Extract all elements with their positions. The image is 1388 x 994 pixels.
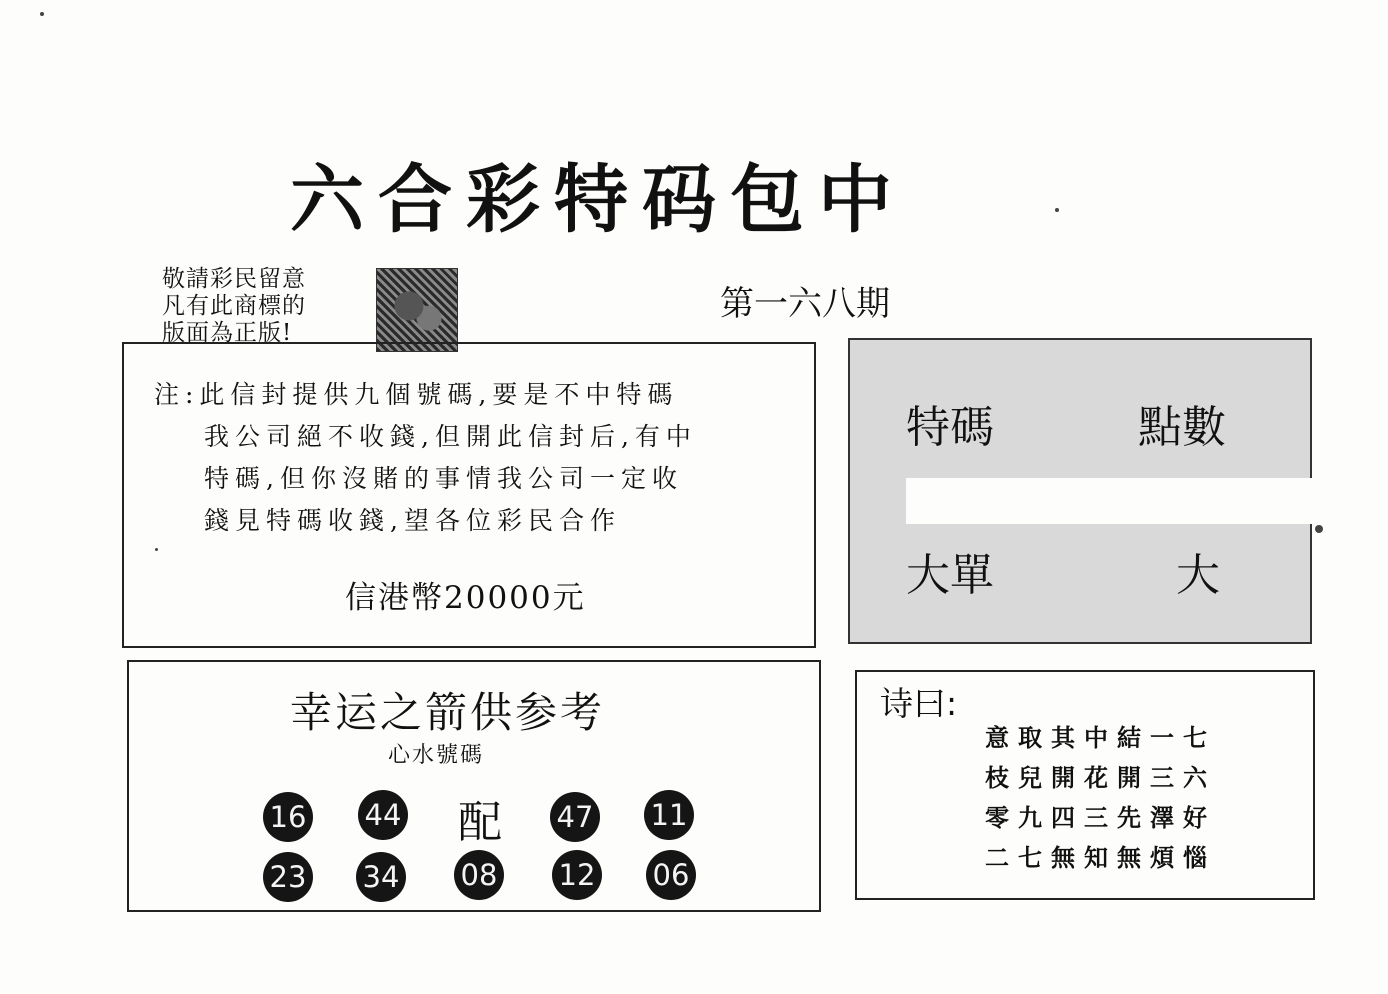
lucky-title: 幸运之箭供参考: [290, 688, 606, 737]
notice-line: 敬請彩民留意: [162, 266, 306, 292]
poem-line: 枝兒開花開三六: [985, 763, 1216, 792]
points-value: 大: [1176, 550, 1220, 601]
poem-line: 意取其中結一七: [985, 723, 1216, 752]
notice-body-line: 特碼,但你沒賭的事情我公司一定收: [204, 464, 683, 493]
poem-line: 二七無知無煩惱: [985, 843, 1216, 872]
main-title: 六合彩特码包中: [290, 157, 906, 243]
notice-line: 版面為正版!: [162, 320, 293, 346]
number-ball: 11: [644, 790, 694, 840]
number-ball: 08: [454, 850, 504, 900]
number-ball: 47: [550, 792, 600, 842]
pair-label: 配: [458, 797, 502, 848]
poem-label: 诗曰:: [880, 684, 958, 723]
scan-speck: [40, 12, 44, 16]
notice-body-line: 我公司絕不收錢,但開此信封后,有中: [204, 422, 697, 451]
notice-line: 凡有此商標的: [162, 293, 306, 319]
panel-divider-bar: [906, 478, 1312, 524]
number-ball: 23: [263, 852, 313, 902]
points-label: 點數: [1138, 402, 1226, 453]
dragon-logo-image: [376, 268, 458, 352]
number-ball: 16: [263, 792, 313, 842]
special-code-label: 特碼: [906, 402, 994, 453]
trademark-notice: [162, 266, 372, 347]
number-ball: 34: [356, 852, 406, 902]
special-code-value: 大單: [906, 550, 994, 601]
price-text: 信港幣20000元: [345, 580, 586, 616]
poem-lines: [985, 718, 1216, 878]
number-ball: 12: [552, 850, 602, 900]
issue-number: 第一六八期: [720, 284, 890, 324]
scan-speck: [1055, 208, 1059, 212]
lucky-subtitle: 心水號碼: [388, 743, 485, 768]
scan-speck: [1315, 525, 1323, 533]
notice-text: [154, 374, 794, 542]
notice-body-line: 注:此信封提供九個號碼,要是不中特碼: [154, 380, 679, 409]
number-ball: 44: [358, 790, 408, 840]
poem-line: 零九四三先澤好: [985, 803, 1216, 832]
scan-speck: [155, 548, 158, 551]
number-ball: 06: [646, 850, 696, 900]
notice-body-line: 錢見特碼收錢,望各位彩民合作: [204, 506, 621, 535]
